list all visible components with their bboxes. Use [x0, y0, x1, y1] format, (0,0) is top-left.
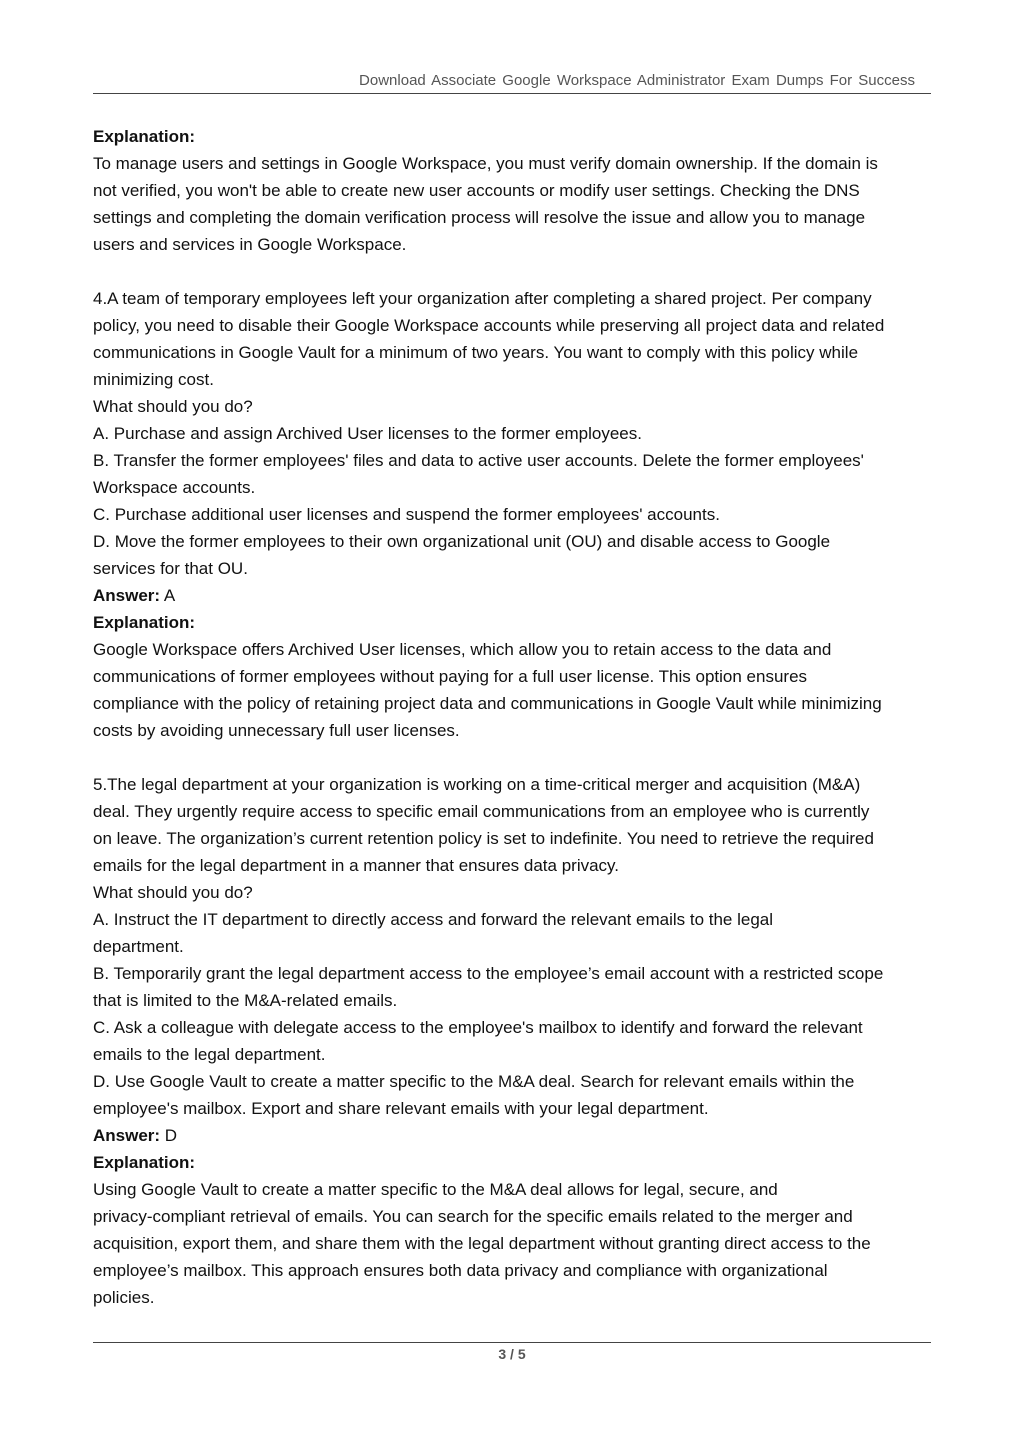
text-line: costs by avoiding unnecessary full user licenses.	[93, 721, 460, 740]
text-line: privacy-compliant retrieval of emails. You can search for the specific emails related to the merger and	[93, 1207, 853, 1226]
question-text-line: 5.The legal department at your organization is working on a time-critical merger and acquisition (M&A)	[93, 775, 861, 794]
question-text-line: 4.A team of temporary employees left your organization after completing a shared project. Per company	[93, 289, 872, 308]
text-line: acquisition, export them, and share them with the legal department without granting direct access to the	[93, 1234, 871, 1253]
question-text-line: policy, you need to disable their Google Workspace accounts while preserving all project data and related	[93, 316, 885, 335]
question-text-line: communications in Google Vault for a minimum of two years. You want to comply with this policy while	[93, 343, 859, 362]
option-line: D. Use Google Vault to create a matter specific to the M&A deal. Search for relevant emails within the	[93, 1072, 855, 1091]
question-prompt: What should you do?	[93, 883, 253, 902]
text-line: users and services in Google Workspace.	[93, 235, 407, 254]
text-line: compliance with the policy of retaining project data and communications in Google Vault while minimizing	[93, 694, 882, 713]
question-4	[93, 285, 935, 744]
answer-line	[93, 1122, 935, 1149]
option-line: B. Transfer the former employees' files and data to active user accounts. Delete the former employees'	[93, 451, 864, 470]
spacer	[93, 258, 935, 285]
option-line: A. Purchase and assign Archived User licenses to the former employees.	[93, 424, 642, 443]
answer-label: Answer:	[93, 586, 161, 605]
page-number: 3 / 5	[498, 1346, 526, 1362]
option-line: A. Instruct the IT department to directly access and forward the relevant emails to the legal	[93, 910, 774, 929]
explanation-label: Explanation:	[93, 127, 196, 146]
option-line: services for that OU.	[93, 559, 248, 578]
explanation-text	[93, 150, 935, 258]
option-line: that is limited to the M&A-related emails.	[93, 991, 398, 1010]
page-content	[93, 123, 935, 1311]
option-line: employee's mailbox. Export and share relevant emails with your legal department.	[93, 1099, 709, 1118]
header-divider	[93, 93, 931, 94]
text-line: not verified, you won't be able to create new user accounts or modify user settings. Checking the DNS	[93, 181, 860, 200]
footer-divider	[93, 1342, 931, 1343]
answer-value: A	[160, 586, 176, 605]
spacer	[93, 744, 935, 771]
question-text-line: emails for the legal department in a manner that ensures data privacy.	[93, 856, 620, 875]
text-line: Using Google Vault to create a matter specific to the M&A deal allows for legal, secure, and	[93, 1180, 778, 1199]
text-line: settings and completing the domain verification process will resolve the issue and allow you to manage	[93, 208, 866, 227]
question-text-line: deal. They urgently require access to specific email communications from an employee who is currently	[93, 802, 870, 821]
option-line: C. Ask a colleague with delegate access to the employee's mailbox to identify and forward the relevant	[93, 1018, 863, 1037]
question-text-line: minimizing cost.	[93, 370, 214, 389]
question-5	[93, 771, 935, 1311]
option-line: D. Move the former employees to their own organizational unit (OU) and disable access to Google	[93, 532, 831, 551]
question-text-line: on leave. The organization’s current retention policy is set to indefinite. You need to retrieve the required	[93, 829, 874, 848]
text-line: communications of former employees without paying for a full user license. This option ensures	[93, 667, 808, 686]
option-line: C. Purchase additional user licenses and suspend the former employees' accounts.	[93, 505, 720, 524]
option-line: B. Temporarily grant the legal department access to the employee’s email account with a restricted scope	[93, 964, 884, 983]
answer-label: Answer:	[93, 1126, 161, 1145]
question-prompt: What should you do?	[93, 397, 253, 416]
answer-value: D	[160, 1126, 178, 1145]
option-line: Workspace accounts.	[93, 478, 256, 497]
answer-line	[93, 582, 935, 609]
explanation-label: Explanation:	[93, 613, 196, 632]
text-line: policies.	[93, 1288, 155, 1307]
explanation-label: Explanation:	[93, 1153, 196, 1172]
text-line: employee’s mailbox. This approach ensures both data privacy and compliance with organizational	[93, 1261, 828, 1280]
option-line: department.	[93, 937, 184, 956]
page-header: Download Associate Google Workspace Administrator Exam Dumps For Success	[359, 72, 915, 89]
text-line: Google Workspace offers Archived User licenses, which allow you to retain access to the data and	[93, 640, 832, 659]
option-line: emails to the legal department.	[93, 1045, 326, 1064]
text-line: To manage users and settings in Google Workspace, you must verify domain ownership. If the domain is	[93, 154, 878, 173]
